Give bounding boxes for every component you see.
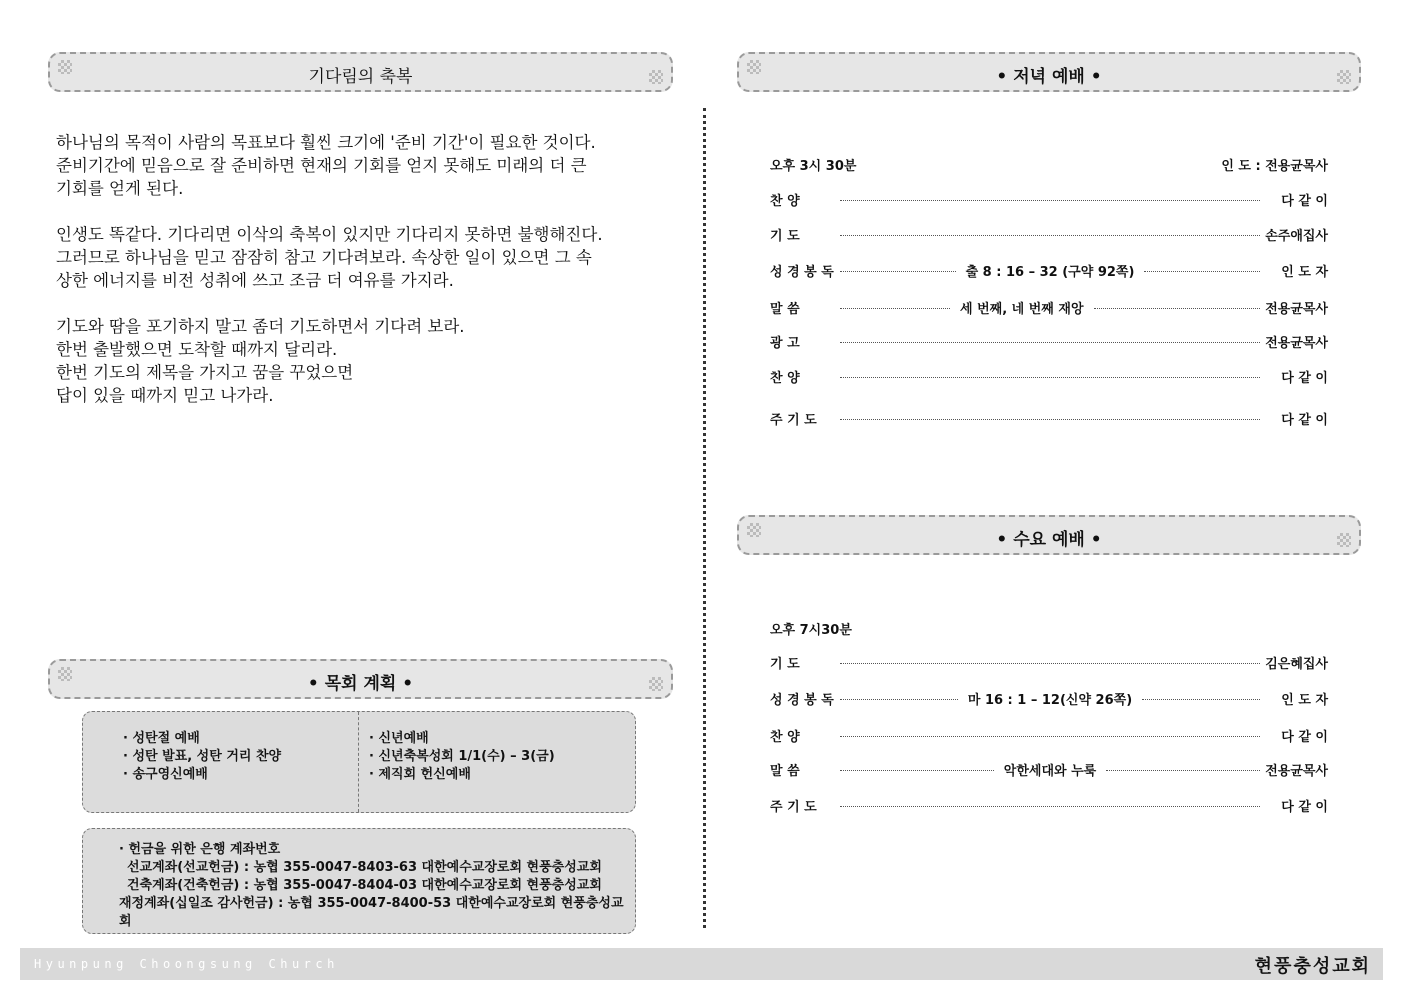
plan-item: · 신년축복성회 1/1(수) – 3(금) <box>369 749 555 764</box>
leader-dots <box>840 736 1260 737</box>
text-line: 답이 있을 때까지 믿고 나가라. <box>56 386 274 405</box>
column-divider <box>358 712 359 812</box>
wednesday-time-row <box>770 619 1328 637</box>
wednesday-service-banner <box>737 515 1361 555</box>
bank-account-line: 재정계좌(십일조 감사헌금) : 농협 355-0047-8400-53 대한예수교장로회 현풍충성교회 <box>119 896 624 929</box>
order-value: 전용균목사 <box>1265 301 1328 317</box>
leader-dots <box>840 235 1260 236</box>
evening-leader: 인 도 : 전용균목사 <box>1221 159 1328 174</box>
bank-heading: · 헌금을 위한 은행 계좌번호 <box>119 842 281 857</box>
leader-dots <box>840 377 1260 378</box>
order-row-lords-prayer <box>770 796 1328 814</box>
leader-dots <box>840 200 1260 201</box>
wednesday-service-title: • 수요 예배 • <box>996 530 1102 550</box>
order-label: 광 고 <box>770 335 800 351</box>
order-value: 다 같 이 <box>1281 729 1328 745</box>
order-value: 손주애집사 <box>1265 228 1328 244</box>
ministry-plan-box <box>82 711 636 813</box>
order-value: 다 같 이 <box>1281 193 1328 209</box>
leader-dots <box>840 419 1260 420</box>
order-label: 말 씀 <box>770 763 800 779</box>
order-row-sermon <box>770 760 1328 778</box>
text-line: 상한 에너지를 비전 성취에 쓰고 조금 더 여유를 가지라. <box>56 271 454 290</box>
order-label: 말 씀 <box>770 301 800 317</box>
order-row-hymn <box>770 190 1328 208</box>
scripture-reference: 마 16 : 1 – 12(신약 26쪽) <box>967 692 1133 708</box>
text-line: 한번 출발했으면 도착할 때까지 달리라. <box>56 340 338 359</box>
plan-item: · 제직회 헌신예배 <box>369 767 471 782</box>
order-row-sermon <box>770 298 1328 316</box>
plan-item: · 성탄 발표, 성탄 거리 찬양 <box>123 749 282 764</box>
order-row-announcements <box>770 332 1328 350</box>
order-label: 주 기 도 <box>770 799 817 815</box>
footer-bar <box>20 948 1383 980</box>
sermon-title: 세 번째, 네 번째 재앙 <box>960 301 1084 317</box>
text-line: 기회를 얻게 된다. <box>56 179 184 198</box>
plan-left-list <box>123 730 281 784</box>
order-row-prayer <box>770 653 1328 671</box>
leader-dots <box>1142 699 1260 700</box>
text-line: 인생도 똑같다. 기다리면 이삭의 축복이 있지만 기다리지 못하면 불행해진다. <box>56 225 603 244</box>
order-row-prayer <box>770 225 1328 243</box>
order-row-scripture <box>770 689 1328 707</box>
order-value: 김은혜집사 <box>1265 656 1328 672</box>
bank-account-list <box>119 841 635 931</box>
order-label: 성 경 봉 독 <box>770 264 834 280</box>
order-value: 인 도 자 <box>1281 264 1329 280</box>
order-row-lords-prayer <box>770 409 1328 427</box>
scripture-reference: 출 8 : 16 – 32 (구약 92쪽) <box>965 264 1135 280</box>
evening-time-row <box>770 155 1328 173</box>
evening-service-banner <box>737 52 1361 92</box>
order-value: 전용균목사 <box>1265 763 1328 779</box>
order-label: 찬 양 <box>770 370 800 386</box>
leader-dots <box>840 699 958 700</box>
bank-account-line: 선교계좌(선교헌금) : 농협 355-0047-8403-63 대한예수교장로회 현풍충성교회 <box>127 860 602 875</box>
bank-account-box <box>82 828 636 934</box>
sermon-title: 기다림의 축복 <box>308 67 413 87</box>
leader-dots <box>840 806 1260 807</box>
plan-item: · 성탄절 예배 <box>123 731 200 746</box>
leader-dots <box>840 770 994 771</box>
order-label: 주 기 도 <box>770 412 817 428</box>
order-label: 찬 양 <box>770 729 800 745</box>
leader-dots <box>840 308 950 309</box>
order-row-hymn <box>770 726 1328 744</box>
order-value: 전용균목사 <box>1265 335 1328 351</box>
order-row-scripture <box>770 261 1328 279</box>
leader-dots <box>1144 271 1260 272</box>
order-value: 다 같 이 <box>1281 799 1328 815</box>
corner-pattern-icon <box>649 70 663 84</box>
sermon-paragraph-3 <box>56 315 636 407</box>
page-divider <box>703 108 706 928</box>
evening-time: 오후 3시 30분 <box>770 159 857 174</box>
leader-dots <box>1106 770 1260 771</box>
evening-service-title: • 저녁 예배 • <box>996 67 1102 87</box>
plan-right-list <box>369 730 555 784</box>
order-row-hymn <box>770 367 1328 385</box>
leader-dots <box>840 342 1260 343</box>
leader-dots <box>840 271 956 272</box>
order-value: 다 같 이 <box>1281 412 1328 428</box>
text-line: 한번 기도의 제목을 가지고 꿈을 꾸었으면 <box>56 363 354 382</box>
ministry-plan-title: • 목회 계획 • <box>307 674 414 694</box>
order-label: 성 경 봉 독 <box>770 692 834 708</box>
wednesday-time: 오후 7시30분 <box>770 623 852 638</box>
order-label: 찬 양 <box>770 193 800 209</box>
plan-item: · 송구영신예배 <box>123 767 208 782</box>
sermon-title: 악한세대와 누룩 <box>1003 763 1097 779</box>
sermon-paragraph-1 <box>56 131 636 200</box>
order-value: 인 도 자 <box>1281 692 1329 708</box>
church-name-english: Hyunpung Choongsung Church <box>34 957 339 971</box>
church-name-korean: 현풍충성교회 <box>1254 956 1371 977</box>
plan-item: · 신년예배 <box>369 731 429 746</box>
corner-pattern-icon <box>1337 70 1351 84</box>
text-line: 그러므로 하나님을 믿고 잠잠히 참고 기다려보라. 속상한 일이 있으면 그 속 <box>56 248 592 267</box>
sermon-paragraph-2 <box>56 223 636 292</box>
text-line: 하나님의 목적이 사람의 목표보다 훨씬 크기에 '준비 기간'이 필요한 것이다. <box>56 133 596 152</box>
order-label: 기 도 <box>770 228 800 244</box>
sermon-title-banner <box>48 52 673 92</box>
corner-pattern-icon <box>649 677 663 691</box>
ministry-plan-banner <box>48 659 673 699</box>
corner-pattern-icon <box>1337 533 1351 547</box>
text-line: 기도와 땀을 포기하지 말고 좀더 기도하면서 기다려 보라. <box>56 317 465 336</box>
bank-account-line: 건축계좌(건축헌금) : 농협 355-0047-8404-03 대한예수교장로회 현풍충성교회 <box>127 878 602 893</box>
leader-dots <box>1094 308 1260 309</box>
text-line: 준비기간에 믿음으로 잘 준비하면 현재의 기회를 얻지 못해도 미래의 더 큰 <box>56 156 587 175</box>
order-value: 다 같 이 <box>1281 370 1328 386</box>
order-label: 기 도 <box>770 656 800 672</box>
leader-dots <box>840 663 1260 664</box>
